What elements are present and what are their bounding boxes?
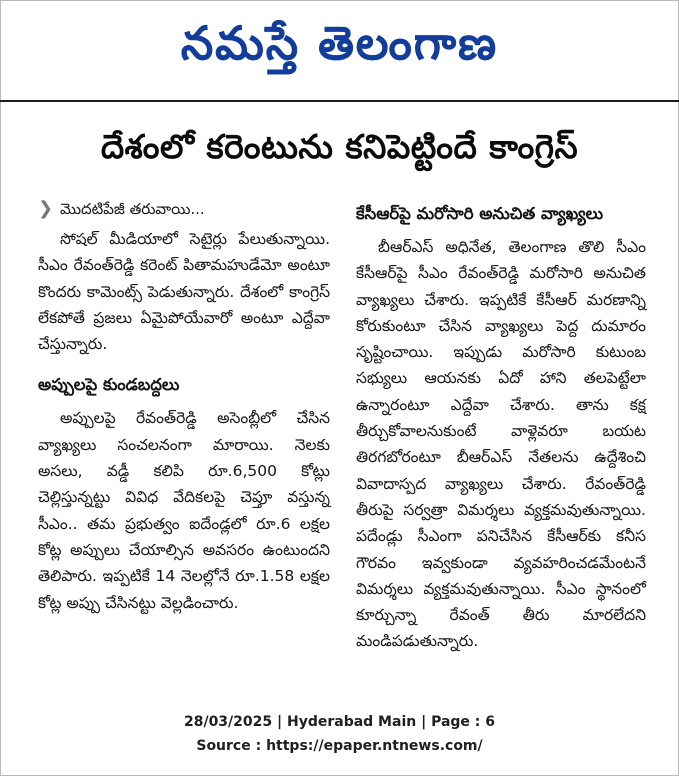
left-column [38,196,330,616]
chevron-right-icon: ❯ [38,198,54,219]
left-paragraph-1: సోషల్ మీడియాలో సెటైర్లు పేలుతున్నాయి. సీఎం రేవంత్‌రెడ్డి కరెంట్ పితామహుడేమో అంటూ కొందరు కామెంట్స్ పెడుతున్నారు. దేశంలో కాంగ్రెస్ లేకపోతే ప్రజలు ఏమైపోయేవారో అంటూ ఎద్దేవా చేస్తున్నారు. [38,230,330,354]
left-paragraph-2: అప్పులపై రేవంత్‌రెడ్డి అసెంబ్లీలో చేసిన వ్యాఖ్యలు సంచలనంగా మారాయి. నెలకు అసలు, వడ్డీ కలిపి రూ.6,500 కోట్లు చెల్లిస్తున్నట్టు వివిధ వేదికలపై చెప్తూ వస్తున్న సీఎం.. తమ ప్రభుత్వం ఐదేండ్లలో రూ.6 లక్షల కోట్ల అప్పులు చేయాల్సిన అవసరం ఉంటుందని తెలిపారు. ఇప్పటికే 14 నెలల్లోనే రూ.1.58 లక్షల కోట్ల అప్పు చేసినట్టు వెల్లడించారు. [38,409,330,612]
right-column [356,196,646,655]
right-paragraph-1: బీఆర్‌ఎస్ అధినేత, తెలంగాణ తొలి సీఎం కేసీఆర్‌పై సీఎం రేవంత్‌రెడ్డి మరోసారి అనుచిత వ్యాఖ్యలు చేశారు. ఇప్పటికే కేసీఆర్ మరణాన్ని కోరుకుంటూ చేసిన వ్యాఖ్యలు పెద్ద దుమారం సృష్టించాయి. ఇప్పుడు మరోసారి కుటుంబ సభ్యులు ఆయనకు ఏదో హాని తలపెట్టేలా ఉన్నారంటూ ఎద్దేవా చేశారు. తాను కక్ష తీర్చుకోవాలనుకుంటే వాళ్లెవరూ బయట తిరగబోరంటూ బీఆర్‌ఎస్ నేతలను ఉద్దేశించి వివాదాస్పద వ్యాఖ్యలు చేశారు. రేవంత్‌రెడ్డి తీరుపై సర్వత్రా విమర్శలు వ్యక్తమవుతున్నాయి. పదేండ్లు సీఎంగా పనిచేసిన కేసీఆర్‌కు కనీస గౌరవం ఇవ్వకుండా వ్యవహరించడమేంటనే విమర్శలు వ్యక్తమవుతున్నాయి. సీఎం స్థానంలో కూర్చున్నా రేవంత్ తీరు మారలేదని మండిపడుతున్నారు. [356,238,646,651]
right-subhead: కేసీఆర్‌పై మరోసారి అనుచిత వ్యాఖ్యలు [356,204,604,223]
headline: దేశంలో కరెంటును కనిపెట్టిందే కాంగ్రెస్ [100,127,579,166]
masthead-divider [0,100,679,102]
footer-date-edition-page: 28/03/2025 | Hyderabad Main | Page : 6 [183,714,496,730]
continued-label: మొదటిపేజీ తరువాయి... [60,200,205,218]
continued-from-front-page [38,196,330,222]
masthead [0,8,679,78]
left-subhead: అప్పులపై కుండబద్దలు [38,375,180,395]
masthead-title: నమస్తే తెలంగాణ [180,16,499,70]
footer-source: Source : https://epaper.ntnews.com/ [196,738,483,754]
